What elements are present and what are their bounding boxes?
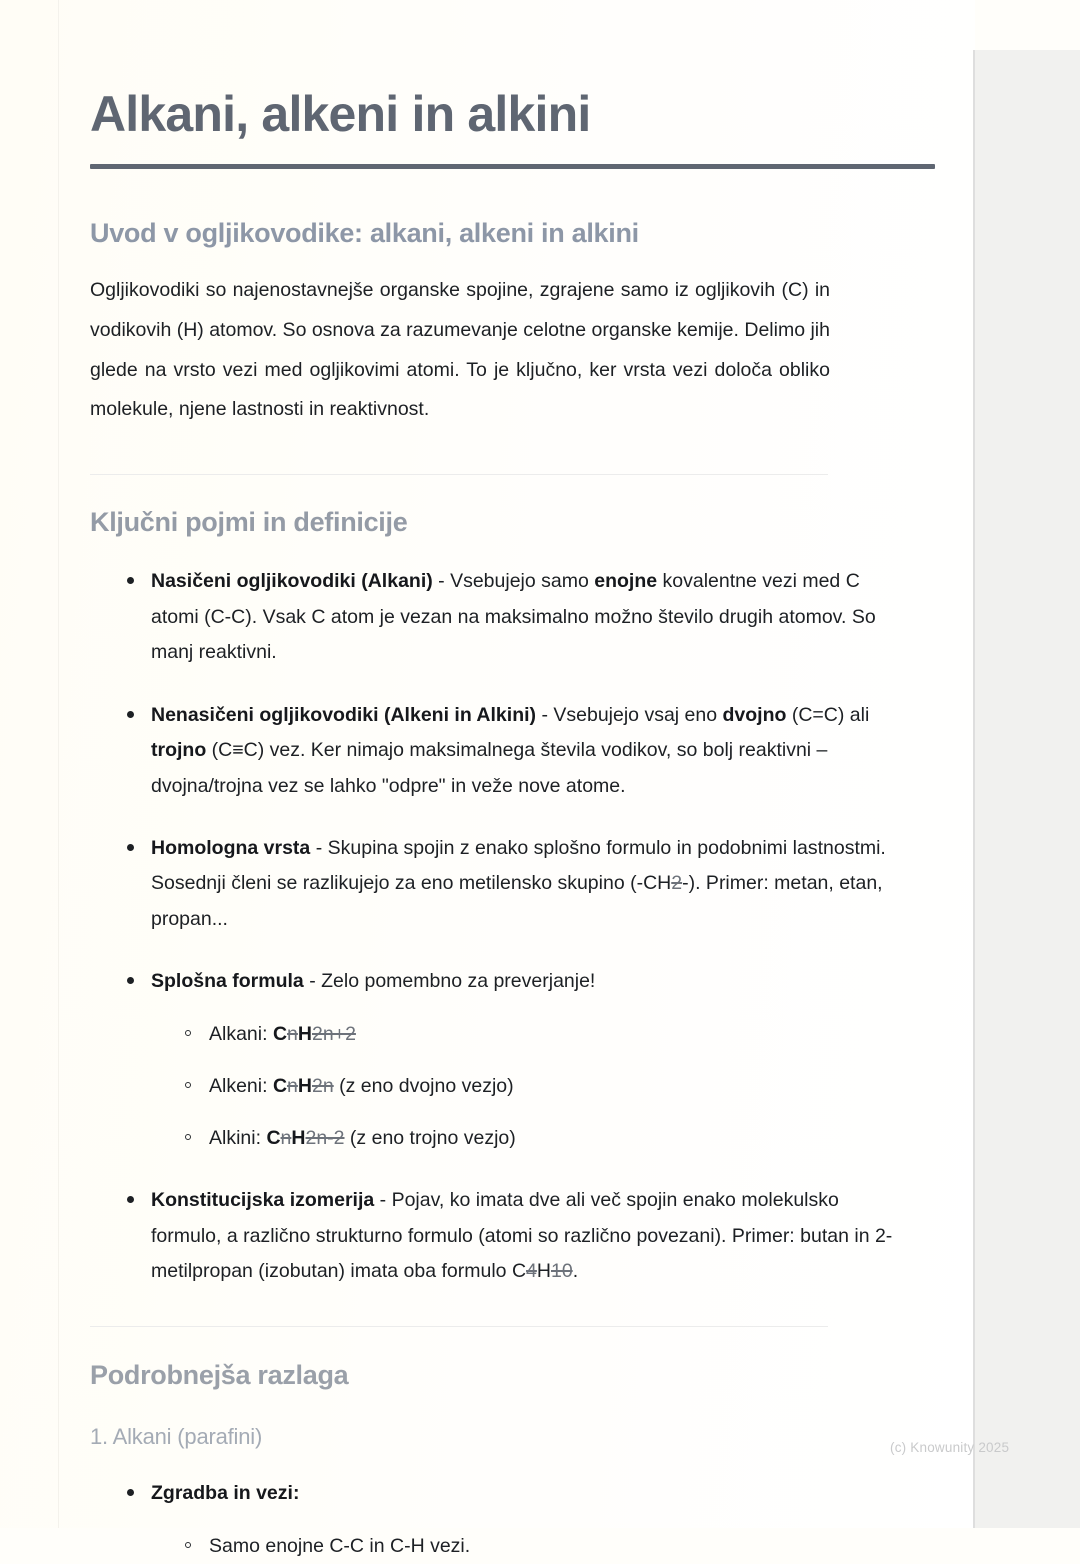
sub-item-alkani [183, 1017, 906, 1052]
text-homologous-2: -). Primer: metan, etan, propan... [151, 872, 883, 930]
page-edge-band [973, 50, 1080, 1528]
page-title: Alkani, alkeni in alkini [90, 86, 591, 142]
list-item-isomerism [126, 1183, 906, 1289]
sub-item-alkini [183, 1121, 906, 1156]
text-unsaturated-2: (C=C) ali [786, 703, 870, 726]
dash-isomerism: - [374, 1189, 392, 1212]
list-item-homologous [126, 831, 906, 937]
list-item-structure [126, 1476, 906, 1564]
subscript-ch2: 2 [671, 872, 683, 895]
document-content [90, 0, 930, 1564]
formula-alkani-h: H [297, 1022, 312, 1045]
dash-unsaturated: - [536, 703, 554, 726]
general-formula-sublist [151, 1017, 906, 1156]
copyright-watermark: (c) Knowunity 2025 [890, 1440, 1010, 1455]
formula-butane-h: H [536, 1260, 551, 1283]
formula-butane-c-subscript: 4 [526, 1260, 537, 1283]
emphasis-dvojno: dvojno [722, 703, 787, 726]
formula-alkini-h: H [291, 1127, 306, 1150]
term-saturated: Nasičeni ogljikovodiki (Alkani) [151, 570, 433, 593]
formula-alkeni-h: H [297, 1075, 312, 1098]
formula-alkeni-c: C [272, 1075, 288, 1098]
page-margin-line [58, 0, 59, 1528]
structure-sublist [151, 1529, 906, 1564]
text-bonds: Samo enojne C-C in C-H vezi. [209, 1534, 471, 1557]
sub-item-alkeni [183, 1069, 906, 1104]
section-heading-uvod: Uvod v ogljikovodike: alkani, alkeni in alkini [90, 218, 639, 248]
text-isomerism-1: Pojav, ko imata dve ali več spojin enako molekulsko formulo, a različno strukturno formulo (atomi so različno povezani). Primer: butan in 2-metilpropan (izobutan) imata oba formulo [151, 1189, 893, 1283]
text-saturated-2: kovalentne vezi med C atomi (C-C). Vsak C atom je vezan na maksimalno možno število drugih atomov. So manj reaktivni. [151, 570, 876, 664]
formula-alkani-c: C [272, 1022, 288, 1045]
emphasis-enojne: enojne [594, 570, 658, 593]
formula-butane-h-subscript: 10 [550, 1260, 573, 1283]
text-homologous-1: Skupina spojin z enako splošno formulo in podobnimi lastnostmi. Sosednji členi se razlikujejo za eno metilensko skupino (-CH [151, 837, 886, 895]
intro-paragraph: Ogljikovodiki so najenostavnejše organske spojine, zgrajene samo iz ogljikovih (C) in vodikovih (H) atomov. So osnova za razumevanje celotne organske kemije. Delimo jih glede na vrsto vezi med ogljikovimi atomi. To je ključno, ker vrsta vezi določa obliko molekule, njene lastnosti in reaktivnost. [90, 279, 830, 421]
label-alkini: Alkini: [209, 1127, 267, 1150]
formula-alkani-h-subscript: 2n+2 [312, 1022, 356, 1045]
list-item-saturated [126, 564, 906, 670]
note-alkini: (z eno trojno vezjo) [344, 1127, 516, 1150]
key-concepts-list [90, 564, 906, 1290]
text-general-formula: Zelo pomembno za preverjanje! [321, 970, 596, 993]
term-structure: Zgradba in vezi: [151, 1482, 300, 1505]
text-isomerism-2: . [572, 1260, 579, 1283]
formula-alkini-h-subscript: 2n-2 [305, 1127, 345, 1150]
formula-alkeni-c-subscript: n [287, 1075, 298, 1098]
dash-homologous: - [310, 837, 328, 859]
label-alkani: Alkani: [209, 1022, 273, 1045]
text-saturated-1: Vsebujejo samo [450, 570, 595, 593]
term-homologous: Homologna vrsta [151, 837, 311, 859]
list-item-unsaturated [126, 698, 906, 804]
label-alkeni: Alkeni: [209, 1075, 273, 1098]
formula-alkini-c: C [266, 1127, 281, 1150]
subsection-heading-alkani: 1. Alkani (parafini) [90, 1424, 263, 1450]
text-unsaturated-3: (C≡C) vez. Ker nimajo maksimalnega števila vodikov, so bolj reaktivni – dvojna/trojna vez se lahko "odpre" in veže nove atome. [151, 739, 828, 797]
list-item-general-formula [126, 964, 906, 1156]
emphasis-trojno: trojno [151, 739, 207, 762]
section-heading-podrobnejsa: Podrobnejša razlaga [90, 1359, 349, 1390]
formula-alkani-c-subscript: n [287, 1022, 298, 1045]
dash-general-formula: - [303, 970, 322, 993]
dash-saturated: - [432, 570, 451, 593]
formula-alkini-c-subscript: n [280, 1127, 292, 1150]
sub-item-bonds [183, 1529, 906, 1564]
formula-alkeni-h-subscript: 2n [312, 1075, 334, 1098]
term-general-formula: Splošna formula [151, 970, 304, 993]
note-alkeni: (z eno dvojno vezjo) [333, 1075, 514, 1098]
section-heading-kljucni-pojmi: Ključni pojmi in definicije [90, 506, 408, 537]
formula-butane-c: C [511, 1260, 527, 1283]
detailed-list [90, 1476, 906, 1564]
term-isomerism: Konstitucijska izomerija [151, 1189, 375, 1212]
text-unsaturated-1: Vsebujejo vsaj eno [553, 703, 723, 726]
term-unsaturated: Nenasičeni ogljikovodiki (Alkeni in Alkini) [151, 703, 537, 726]
